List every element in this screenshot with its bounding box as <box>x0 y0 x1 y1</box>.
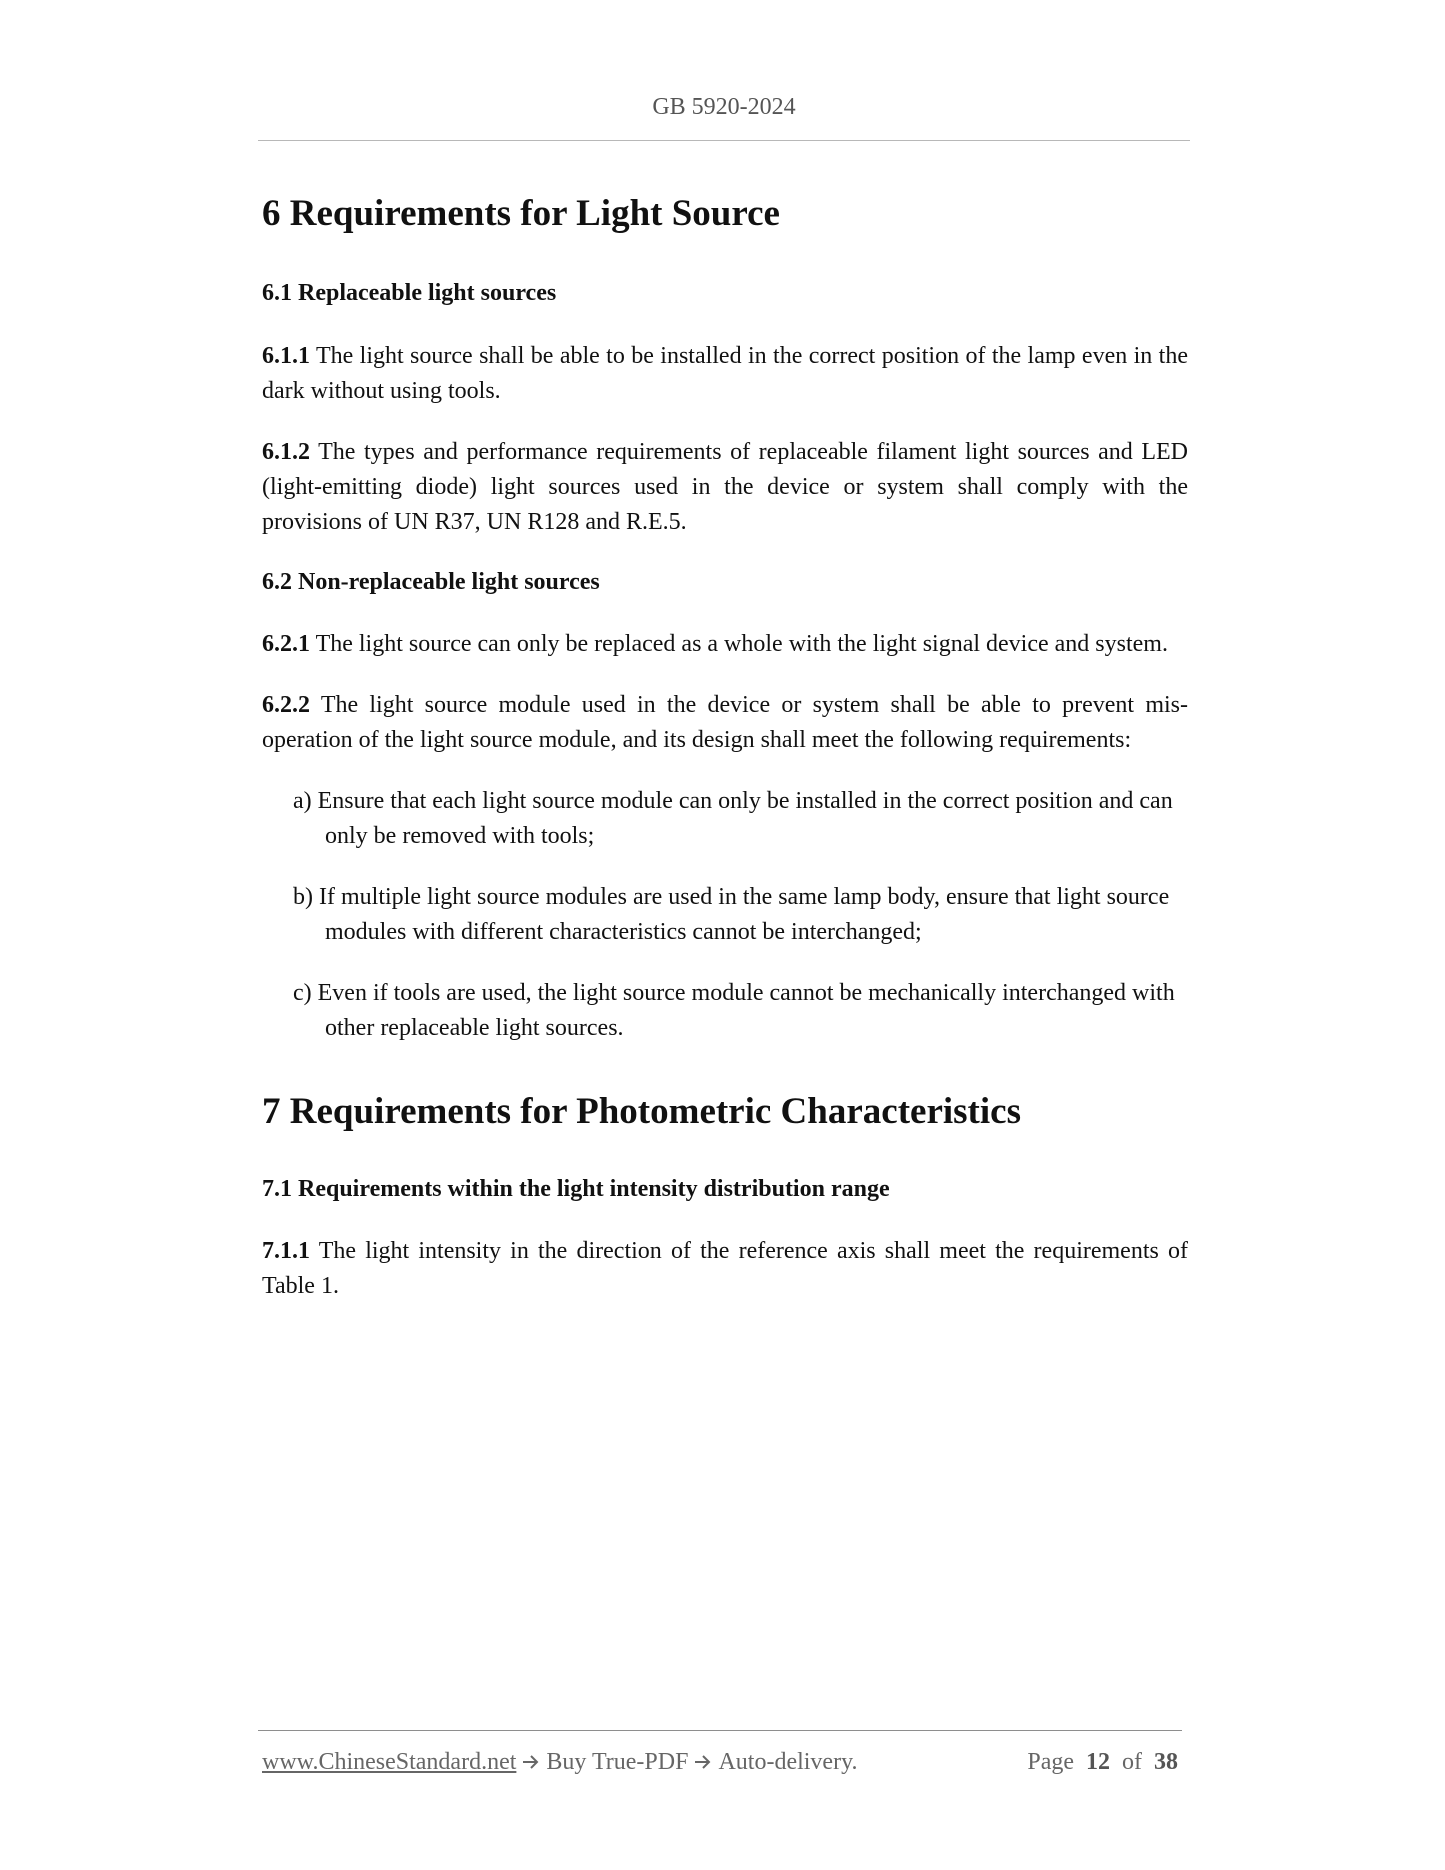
subsection-6-1-heading: 6.1 Replaceable light sources <box>262 280 557 307</box>
footer-divider <box>258 1730 1182 1731</box>
clause-6-1-1 <box>262 339 1188 409</box>
page-indicator <box>1027 1749 1178 1776</box>
page-content <box>262 192 1188 1304</box>
page-total: 38 <box>1154 1749 1178 1775</box>
clause-text: The light source shall be able to be installed in the correct position of the lamp even in the dark without using tools. <box>262 342 1188 404</box>
clause-number: 6.2.1 <box>262 630 310 657</box>
subsection-6-2-heading: 6.2 Non-replaceable light sources <box>262 568 600 595</box>
clause-number: 6.2.2 <box>262 691 310 718</box>
buy-true-pdf-text: Buy True-PDF <box>546 1749 689 1775</box>
clause-6-2-2 <box>262 688 1188 758</box>
page-label: Page <box>1027 1749 1074 1775</box>
list-item-a: a) Ensure that each light source module can only be installed in the correct position and can only be removed with tools; <box>293 787 1173 849</box>
clause-6-1-2 <box>262 435 1188 540</box>
section-7-heading: 7 Requirements for Photometric Characteristics <box>262 1090 1021 1132</box>
clause-text: The types and performance requirements of replaceable filament light sources and LED (light-emitting diode) light sources used in the device or system shall comply with the provisions of UN R37, UN R128 and R.E.5. <box>262 438 1188 535</box>
clause-number: 7.1.1 <box>262 1238 310 1265</box>
clause-7-1-1 <box>262 1234 1188 1304</box>
header-divider <box>258 140 1190 141</box>
page-current: 12 <box>1086 1749 1110 1775</box>
list-item-b: b) If multiple light source modules are used in the same lamp body, ensure that light source modules with different characteristics cannot be interchanged; <box>293 883 1170 945</box>
clause-text: The light source module used in the device or system shall be able to prevent mis-operation of the light source module, and its design shall meet the following requirements: <box>262 691 1188 753</box>
right-arrow-icon <box>694 1754 712 1770</box>
clause-number: 6.1.2 <box>262 438 310 465</box>
footer-promo <box>262 1749 858 1776</box>
subsection-7-1-heading: 7.1 Requirements within the light intensity distribution range <box>262 1176 890 1203</box>
clause-6-2-1 <box>262 627 1188 662</box>
website-link[interactable]: www.ChineseStandard.net <box>262 1749 517 1775</box>
list-item-c: c) Even if tools are used, the light source module cannot be mechanically interchanged with other replaceable light sources. <box>293 979 1175 1041</box>
clause-number: 6.1.1 <box>262 342 310 369</box>
clause-text: The light source can only be replaced as a whole with the light signal device and system. <box>310 630 1168 657</box>
auto-delivery-text: Auto-delivery. <box>718 1749 858 1775</box>
page-of-label: of <box>1122 1749 1142 1775</box>
clause-text: The light intensity in the direction of the reference axis shall meet the requirements of Table 1. <box>262 1238 1188 1300</box>
section-6-heading: 6 Requirements for Light Source <box>262 193 780 234</box>
document-header-title: GB 5920-2024 <box>652 94 796 120</box>
right-arrow-icon <box>522 1754 540 1770</box>
